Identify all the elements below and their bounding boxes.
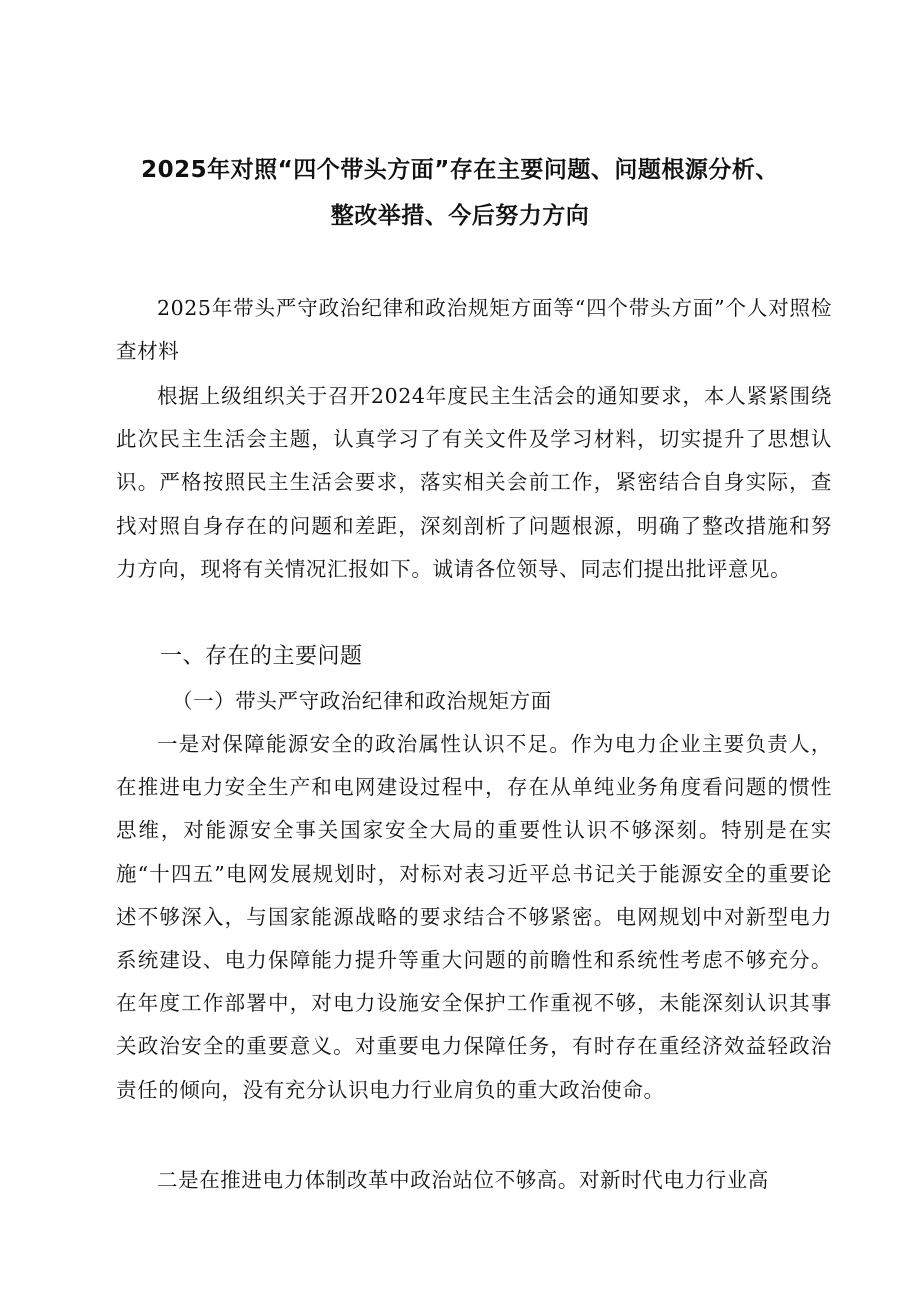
point-1-paragraph: 一是对保障能源安全的政治属性认识不足。作为电力企业主要负责人，在推进电力安全生产和电网建设过程中，存在从单纯业务角度看问题的惯性思维，对能源安全事关国家安全大局的重要性认识不够深刻。特别是在实施“十四五”电网发展规划时，对标对表习近平总书记关于能源安全的重要论述不够深入，与国家能源战略的要求结合不够紧密。电网规划中对新型电力系统建设、电力保障能力提升等重大问题的前瞻性和系统性考虑不够充分。在年度工作部署中，对电力设施安全保护工作重视不够，未能深刻认识其事关政治安全的重要意义。对重要电力保障任务，有时存在重经济效益轻政治责任的倾向，没有充分认识电力行业肩负的重大政治使命。 xyxy=(116,732,832,1102)
section-1-heading: 一、存在的主要问题 xyxy=(160,644,363,669)
point-2-paragraph: 二是在推进电力体制改革中政治站位不够高。对新时代电力行业高 xyxy=(157,1168,769,1192)
document-title-line-1: 2025年对照“四个带头方面”存在主要问题、问题根源分析、 xyxy=(141,157,779,183)
intro-paragraph: 根据上级组织关于召开2024年度民主生活会的通知要求，本人紧紧围绕此次民主生活会主题，认真学习了有关文件及学习材料，切实提升了思想认识。严格按照民主生活会要求，落实相关会前工作，紧密结合自身实际，查找对照自身存在的问题和差距，深刻剖析了问题根源，明确了整改措施和努力方向，现将有关情况汇报如下。诚请各位领导、同志们提出批评意见。 xyxy=(116,384,832,581)
intro-subtitle-paragraph: 2025年带头严守政治纪律和政治规矩方面等“四个带头方面”个人对照检查材料 xyxy=(116,296,832,364)
subsection-1-heading: （一）带头严守政治纪律和政治规矩方面 xyxy=(172,689,552,713)
document-title-line-2: 整改举措、今后努力方向 xyxy=(330,203,590,229)
